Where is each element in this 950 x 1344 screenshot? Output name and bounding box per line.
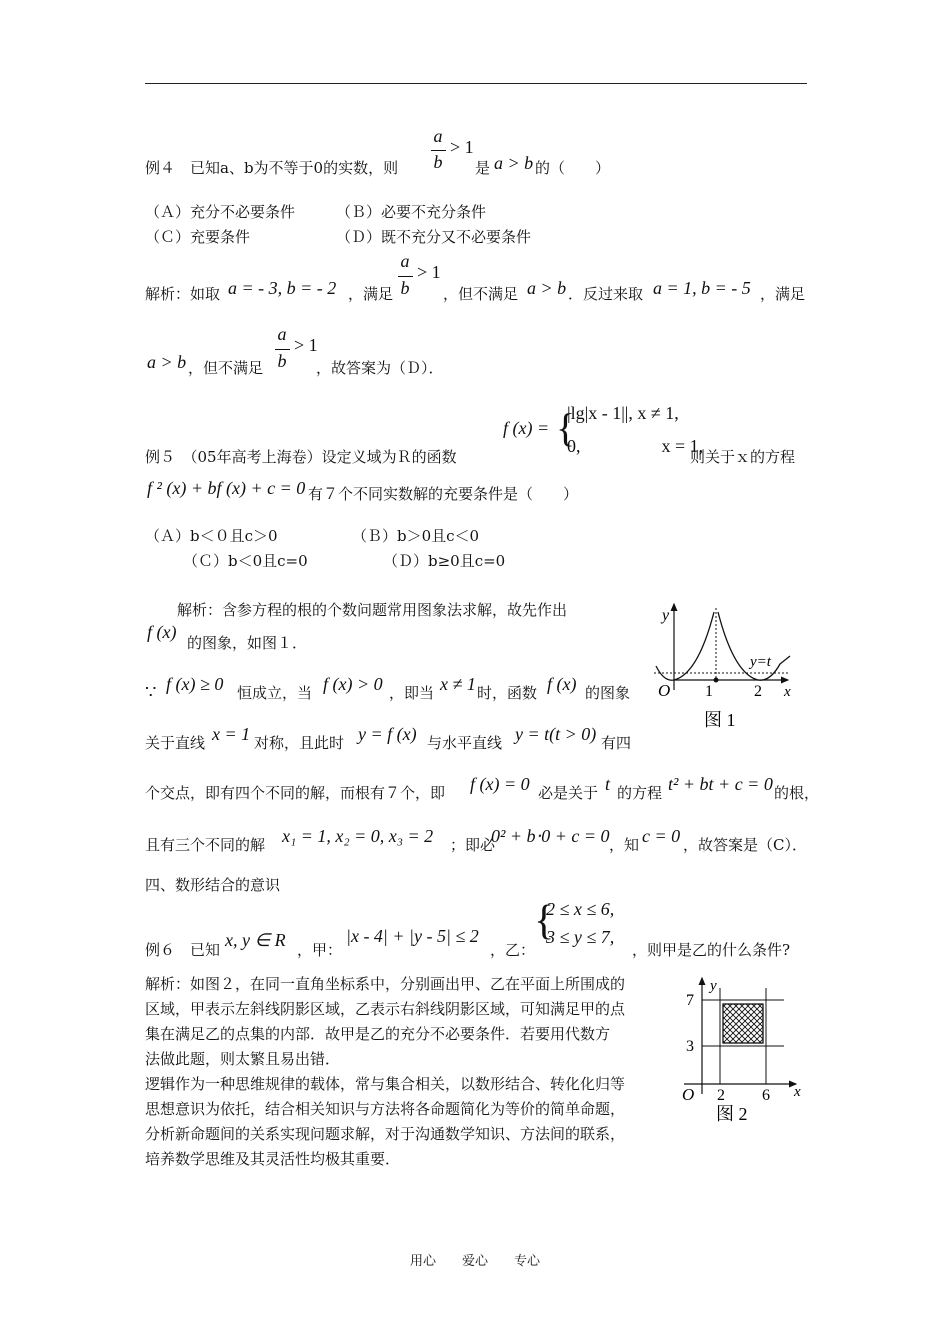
fig2-hatched-region	[723, 1004, 763, 1043]
ex5-prefix: 例５ （05年高考上海卷）设定义域为Ｒ的函数	[145, 448, 457, 466]
fig1-line-label: y=t	[750, 654, 771, 670]
ex4-sol-frac-bar	[398, 276, 413, 277]
ex5-case2: 0, x = 1,	[567, 436, 704, 456]
ex6-sol-line-6: 分析新命题间的关系实现问题求解，对于沟通数学知识、方法间的联系，	[145, 1125, 626, 1143]
ex4-sol-vals: a = - 3, b = - 2	[228, 278, 337, 298]
ex4-sol-cond: a > b	[527, 278, 567, 298]
ex5-sol-l5a: 个交点，即有四个不同的解，而根有７个，即	[145, 784, 446, 802]
ex5-sol-l4-m1: x = 1	[212, 724, 251, 744]
ex4-frac-rel: > 1	[450, 137, 474, 157]
ex4-sol2-frac-den: b	[277, 351, 287, 371]
ex4-sol-vals2: a = 1, b = - 5	[653, 278, 751, 298]
ex6-sol-line-5: 思想意识为依托，结合相关知识与方法将各命题简化为等价的简单命题，	[145, 1100, 626, 1118]
ex5-suffix: 则关于ｘ的方程	[690, 448, 796, 466]
ex4-sol-frac-num: a	[400, 251, 410, 271]
ex5-eq-suffix: 有７个不同实数解的充要条件是（ ）	[308, 485, 579, 503]
fig1-tick2: 2	[754, 683, 762, 700]
ex4-frac-bar	[431, 150, 446, 151]
ex4-optA: （Ａ）充分不必要条件	[145, 203, 296, 221]
ex4-sol-l1b: ，满足	[348, 285, 394, 303]
ex5-sol-l5-m1: f (x) = 0	[470, 774, 530, 794]
ex5-sol-l2-fx: f (x)	[147, 622, 177, 642]
ex5-sol-l3-m4: f (x)	[547, 674, 577, 694]
ex6-case1: 2 ≤ x ≤ 6,	[546, 899, 615, 919]
ex5-sol-l6-m3: c = 0	[642, 826, 681, 846]
ex5-optC: （Ｃ）b＜0且c=0	[183, 552, 308, 570]
fig2-tick-y3: 3	[686, 1038, 694, 1055]
ex4-mid: 是	[475, 159, 491, 177]
ex6-brace: {	[534, 898, 555, 944]
ex5-sol-l6-m1: x₁ = 1, x₂ = 0, x₃ = 2	[282, 826, 434, 846]
ex6-sol-line-4: 逻辑作为一种思维规律的载体，常与集合相关，以数形结合、转化化归等	[145, 1075, 626, 1093]
ex5-brace: {	[556, 405, 576, 450]
fig2-caption: 图 2	[716, 1104, 748, 1124]
ex6-c: ，则甲是乙的什么条件?	[632, 941, 791, 959]
fig1-x-label: x	[784, 684, 791, 700]
ex6-b: ，乙：	[490, 941, 536, 959]
ex5-sol-l5c: 的方程	[617, 784, 663, 802]
ex4-sol-l2-cond: a > b	[147, 352, 187, 372]
ex5-sol-l2: 的图象，如图１．	[187, 634, 308, 652]
ex4-frac-num: a	[433, 126, 443, 146]
fig2-tick-y7: 7	[686, 992, 694, 1009]
ex4-sol2-frac-num: a	[277, 324, 287, 344]
ex5-sol-l6b: ；即必	[450, 836, 496, 854]
fig1-point	[714, 678, 719, 683]
header-rule	[145, 83, 807, 84]
ex6-sol-line-1: 区域，甲表示左斜线阴影区域，乙表示右斜线阴影区域，可知满足甲的点	[145, 1000, 626, 1018]
ex5-sol-l6d: ，故答案是（C）．	[683, 836, 807, 854]
ex4-sol-l2b: ，故答案为（Ｄ）．	[316, 359, 444, 377]
ex5-sol-l5b: 必是关于	[538, 784, 599, 802]
ex5-sol-l6c: ，知	[609, 836, 640, 854]
ex5-sol-l4-m3: y = t(t > 0)	[515, 724, 597, 744]
ex4-prefix: 例４ 已知a、b为不等于0的实数，则	[145, 159, 399, 177]
section-4-title: 四、数形结合的意识	[145, 876, 281, 894]
ex5-eq: f ² (x) + bf (x) + c = 0	[147, 478, 306, 498]
fig2-x-label: x	[794, 1084, 801, 1100]
ex4-optD: （Ｄ）既不充分又不必要条件	[336, 228, 532, 246]
ex5-optD: （Ｄ）b≥0且c=0	[383, 552, 506, 570]
fig2-tick-x6: 6	[762, 1087, 770, 1104]
ex5-because: ∵	[145, 682, 157, 703]
ex5-sol-l4c: 与水平直线	[427, 734, 503, 752]
ex4-suffix: 的（ ）	[535, 159, 611, 177]
ex6-prefix: 例６ 已知	[145, 941, 221, 959]
ex6-case2: 3 ≤ y ≤ 7,	[546, 927, 615, 947]
figure-2	[676, 970, 816, 1135]
ex6-sol-line-2: 集在满足乙的点集的内部．故甲是乙的充分不必要条件．若要用代数方	[145, 1025, 611, 1043]
ex4-sol2-frac-rel: > 1	[294, 335, 318, 355]
ex6-sol-line-3: 法做此题，则太繁且易出错．	[145, 1050, 341, 1068]
ex6-sol-line-0: 解析：如图２，在同一直角坐标系中，分别画出甲、乙在平面上所围成的	[145, 975, 626, 993]
ex5-fx: f (x) =	[503, 418, 550, 438]
ex5-sol-l3a: 恒成立，当	[237, 684, 313, 702]
ex4-sol-l1d: ．反过来取	[568, 285, 644, 303]
ex5-optB: （Ｂ）b＞0且c＜0	[352, 527, 480, 545]
fig2-origin: O	[682, 1085, 695, 1104]
ex5-sol-l3-m1: f (x) ≥ 0	[166, 674, 224, 694]
ex4-sol-frac-den: b	[400, 278, 410, 298]
ex6-m1: x, y ∈ R	[225, 930, 286, 950]
ex5-sol-l3-m3: x ≠ 1	[440, 674, 476, 694]
fig2-tick-x2: 2	[717, 1087, 725, 1104]
ex5-sol-l4d: 有四	[601, 734, 632, 752]
ex5-sol-l3d: 的图象	[585, 684, 631, 702]
ex4-cond: a > b	[494, 153, 534, 173]
ex4-sol-l1a: 解析：如取	[145, 285, 221, 303]
ex5-sol-l3-m2: f (x) > 0	[323, 674, 383, 694]
page-footer: 用心 爱心 专心	[409, 1254, 540, 1269]
fig1-tick1: 1	[705, 683, 713, 700]
ex5-sol-l4b: 对称，且此时	[254, 734, 345, 752]
ex4-optC: （Ｃ）充要条件	[145, 228, 251, 246]
figure-1	[650, 598, 810, 738]
ex4-optB: （Ｂ）必要不充分条件	[336, 203, 487, 221]
ex4-sol-l1e: ，满足	[760, 285, 806, 303]
ex5-sol-l4-m2: y = f (x)	[358, 724, 417, 744]
ex5-optA: （Ａ）b＜０且c＞0	[145, 527, 278, 545]
ex5-sol-l5-m2: t	[605, 774, 611, 794]
ex5-sol-l3c: 时，函数	[477, 684, 538, 702]
ex5-sol-l4a: 关于直线	[145, 734, 206, 752]
ex4-frac-den: b	[433, 152, 443, 172]
ex5-sol-l6-m2: 0² + b⋅0 + c = 0	[491, 826, 610, 846]
fig1-y-label: y	[662, 607, 670, 624]
ex4-sol-l1c: ，但不满足	[443, 285, 519, 303]
fig2-y-label: y	[710, 978, 717, 994]
fig1-caption: 图 1	[704, 710, 736, 730]
ex4-sol-l2a: ，但不满足	[188, 359, 264, 377]
fig1-origin: O	[658, 681, 671, 700]
ex6-a: ，甲：	[297, 941, 343, 959]
ex5-sol-l5d: 的根，	[774, 784, 820, 802]
ex5-sol-l5-m3: t² + bt + c = 0	[668, 774, 773, 794]
ex4-question	[145, 158, 398, 178]
ex4-sol-frac-rel: > 1	[417, 262, 441, 282]
ex4-sol2-frac-bar	[275, 349, 290, 350]
ex5-case1: |lg|x - 1||, x ≠ 1,	[567, 403, 679, 423]
ex6-sol-line-7: 培养数学思维及其灵活性均极其重要．	[145, 1150, 401, 1168]
ex6-m2: |x - 4| + |y - 5| ≤ 2	[346, 926, 479, 946]
ex5-sol-l6a: 且有三个不同的解	[145, 836, 266, 854]
ex5-sol-l1: 解析：含参方程的根的个数问题常用图象法求解，故先作出	[177, 601, 568, 619]
ex5-sol-l3b: ，即当	[389, 684, 435, 702]
